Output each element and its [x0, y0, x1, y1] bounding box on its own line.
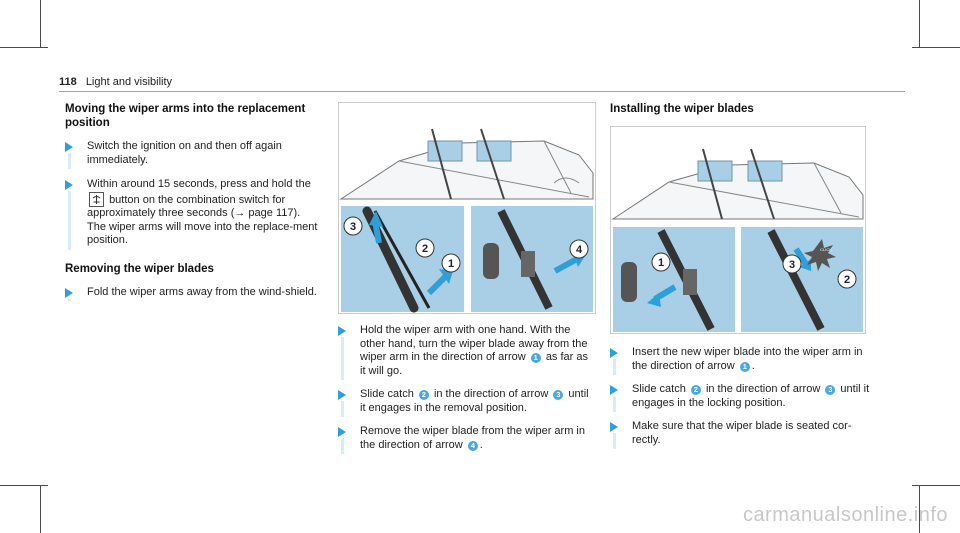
svg-text:4: 4 — [575, 244, 583, 256]
crop-mark — [912, 47, 960, 48]
label-badge — [783, 255, 801, 273]
list-item: Switch the ignition on and then off again immediately. — [65, 140, 325, 167]
bullet-arrow-icon — [338, 427, 346, 437]
bullet-arrow-icon — [610, 385, 618, 395]
svg-text:1: 1 — [447, 258, 455, 270]
header-divider — [59, 91, 905, 92]
list-item: Within around 15 seconds, press and hold the button on the combination switch for approximately three seconds (→ page 117). The wiper arms will move into the replace-ment position. — [65, 178, 325, 248]
svg-text:2: 2 — [421, 243, 429, 255]
label-badge — [570, 240, 588, 258]
crop-mark — [40, 0, 41, 48]
crop-mark — [912, 485, 960, 486]
bullet-arrow-icon — [65, 288, 73, 298]
label-badge — [416, 239, 434, 257]
watermark[interactable]: carmanualsonline.info — [742, 504, 948, 526]
crop-mark — [0, 485, 48, 486]
column-3-text — [610, 346, 872, 447]
bullet-arrow-icon — [338, 390, 346, 400]
list-item: Slide catch 2 in the direction of arrow 3 until it engages in the removal position. — [338, 388, 596, 415]
bullet-arrow-icon — [610, 348, 618, 358]
step-number-badge: 3 — [553, 390, 563, 400]
bullet-arrow-icon — [338, 326, 346, 336]
heading-replacement-position: Moving the wiper arms into the replacement position — [65, 103, 306, 129]
page-number: 118 — [59, 76, 77, 88]
svg-text:CLICK: CLICK — [820, 247, 832, 252]
column-3 — [610, 102, 870, 116]
step-number-badge: 2 — [419, 390, 429, 400]
step-number-badge: 2 — [691, 385, 701, 395]
label-badge — [652, 253, 670, 271]
list-item: Hold the wiper arm with one hand. With the other hand, turn the wiper blade away from the wiper arm in the direction of arrow 1 as far as it will go. — [338, 324, 596, 378]
bullet-arrow-icon — [610, 422, 618, 432]
crop-mark — [40, 485, 41, 533]
label-badge — [344, 217, 362, 235]
page-header — [59, 76, 172, 88]
svg-text:1: 1 — [657, 257, 665, 269]
label-badge — [442, 254, 460, 272]
column-2 — [338, 324, 596, 452]
bullet-arrow-icon — [65, 180, 73, 190]
svg-text:3: 3 — [788, 259, 796, 271]
illustration-installing-wiper-blade — [610, 126, 866, 334]
bullet-arrow-icon — [65, 142, 73, 152]
list-item: Slide catch 2 in the direction of arrow 3 until it engages in the locking position. — [610, 383, 872, 410]
heading-installing-blades: Installing the wiper blades — [610, 103, 754, 115]
step-number-badge: 3 — [825, 385, 835, 395]
list-item: Insert the new wiper blade into the wiper arm in the direction of arrow 1 . — [610, 346, 872, 373]
heading-removing-blades: Removing the wiper blades — [65, 262, 214, 275]
illustration-removing-wiper-blade — [338, 102, 596, 314]
step-number-badge: 1 — [740, 362, 750, 372]
list-item: Make sure that the wiper blade is seated cor-rectly. — [610, 420, 872, 447]
crop-mark — [919, 0, 920, 48]
label-badge — [838, 270, 856, 288]
section-title: Light and visibility — [85, 76, 173, 88]
list-item: Remove the wiper blade from the wiper arm in the direction of arrow 4 . — [338, 425, 596, 452]
step-number-badge: 4 — [468, 441, 478, 451]
wiper-switch-icon — [89, 192, 104, 207]
svg-text:2: 2 — [843, 274, 851, 286]
svg-text:3: 3 — [349, 221, 357, 233]
crop-mark — [0, 47, 48, 48]
column-1 — [65, 102, 325, 299]
step-number-badge: 1 — [531, 353, 541, 363]
list-item: Fold the wiper arms away from the wind-shield. — [65, 286, 325, 300]
